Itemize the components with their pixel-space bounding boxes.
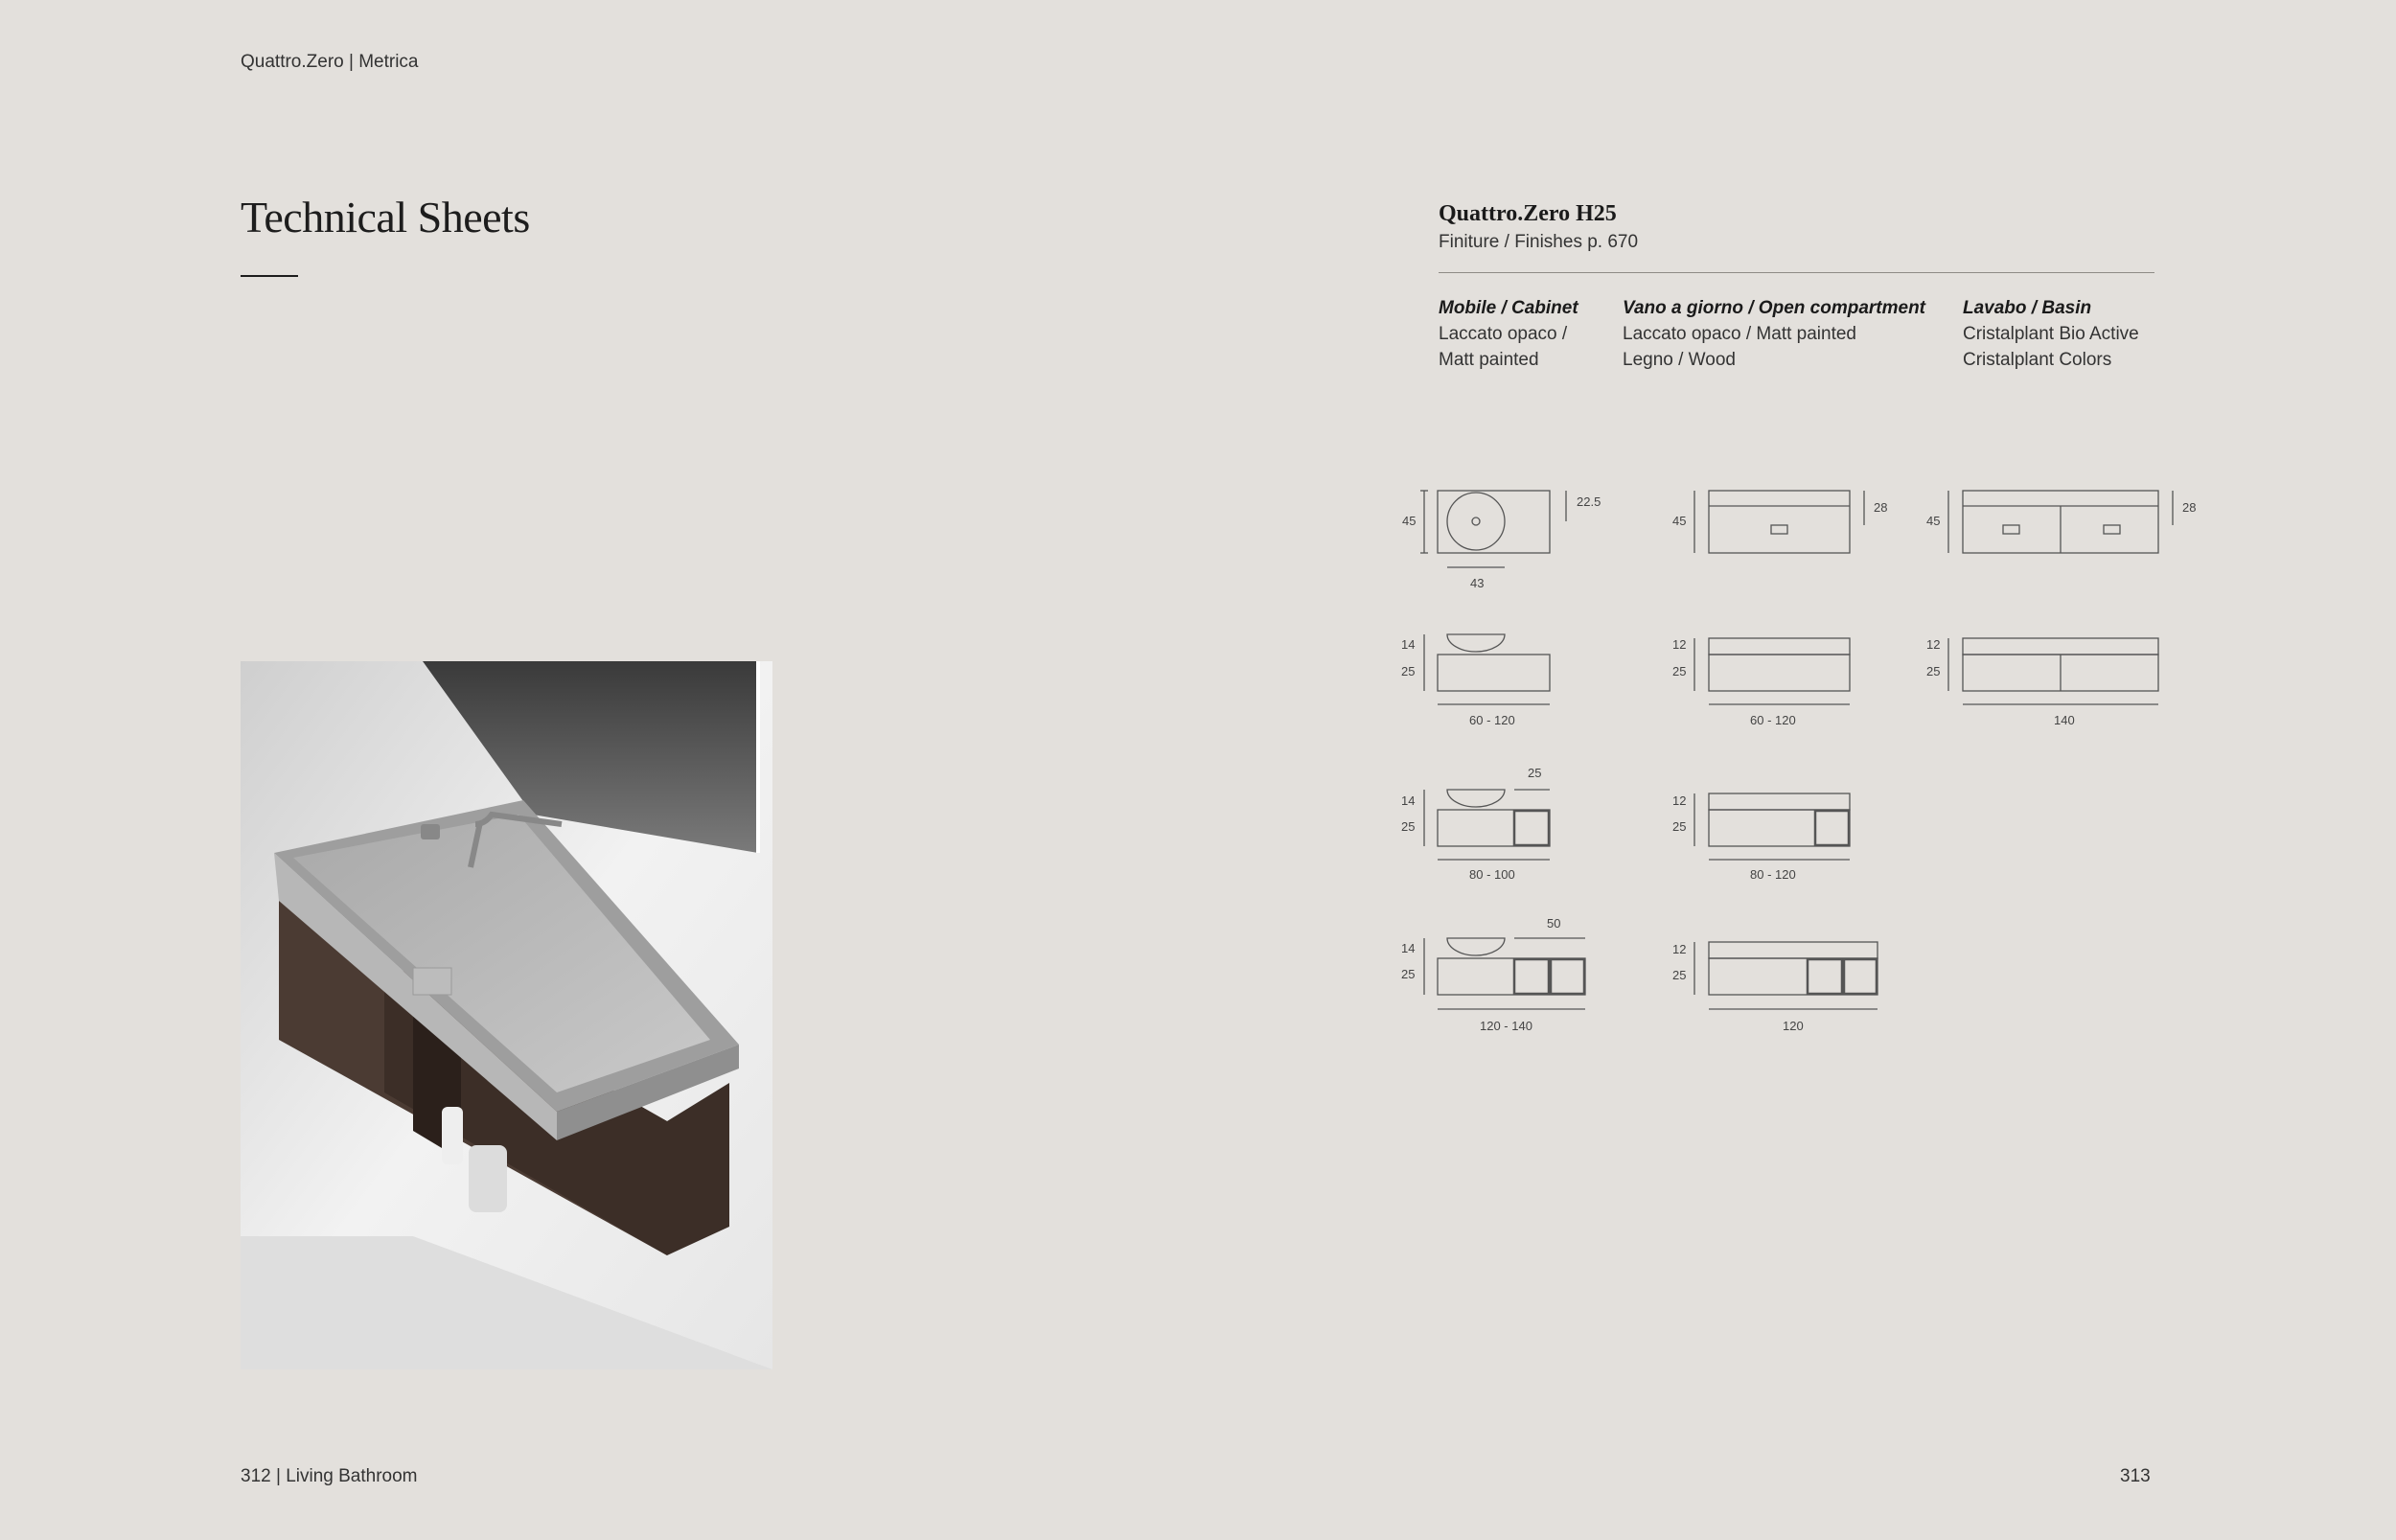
dim-label: 25	[1672, 819, 1687, 834]
dim-label: 25	[1401, 967, 1416, 981]
spec-line: Legno / Wood	[1623, 350, 1736, 370]
dim-label: 22.5	[1577, 494, 1601, 509]
dim-label: 28	[2182, 500, 2197, 515]
dim-label: 25	[1672, 968, 1687, 982]
dim-label: 25	[1401, 819, 1416, 834]
spec-heading: Mobile / Cabinet	[1439, 298, 1578, 318]
front-view-2c	[1948, 638, 2158, 704]
front-view-3b	[1694, 793, 1850, 860]
top-view-a	[1420, 491, 1566, 567]
dim-label: 25	[1672, 664, 1687, 678]
dim-label: 25	[1401, 664, 1416, 678]
finishes-reference: Finiture / Finishes p. 670	[1439, 232, 1639, 252]
dim-label: 28	[1874, 500, 1888, 515]
dim-label: 14	[1401, 793, 1416, 808]
dim-label: 140	[2054, 713, 2075, 727]
front-view-4a	[1424, 938, 1585, 1009]
spec-line: Cristalplant Colors	[1963, 350, 2112, 370]
dim-label: 80 - 120	[1750, 867, 1796, 882]
dim-label: 12	[1672, 793, 1687, 808]
dim-label: 12	[1672, 942, 1687, 956]
dim-label: 14	[1401, 637, 1416, 652]
top-view-b	[1694, 491, 1864, 553]
dim-label: 45	[1402, 514, 1417, 528]
dim-label: 25	[1926, 664, 1941, 678]
page-title: Technical Sheets	[241, 193, 530, 241]
dim-label: 12	[1672, 637, 1687, 652]
spec-line: Laccato opaco / Matt painted	[1623, 324, 1856, 344]
front-view-2a	[1424, 634, 1550, 704]
front-view-4b	[1694, 942, 1878, 1009]
dim-label: 14	[1401, 941, 1416, 955]
dim-label: 12	[1926, 637, 1941, 652]
spec-line: Matt painted	[1439, 350, 1539, 370]
dim-label: 45	[1672, 514, 1687, 528]
spec-heading: Lavabo / Basin	[1963, 298, 2092, 318]
dim-label: 50	[1547, 916, 1561, 931]
dim-label: 25	[1528, 766, 1542, 780]
footer-page-left: 312 | Living Bathroom	[241, 1466, 418, 1486]
dim-label: 120 - 140	[1480, 1019, 1532, 1033]
running-header: Quattro.Zero | Metrica	[241, 52, 419, 72]
footer-page-right: 313	[2120, 1466, 2151, 1486]
front-view-3a	[1424, 790, 1550, 860]
dim-label: 120	[1783, 1019, 1804, 1033]
product-name: Quattro.Zero H25	[1439, 201, 1617, 226]
dim-label: 60 - 120	[1469, 713, 1515, 727]
spec-heading: Vano a giorno / Open compartment	[1623, 298, 1925, 318]
dim-label: 45	[1926, 514, 1941, 528]
dim-label: 43	[1470, 576, 1485, 590]
top-view-c	[1948, 491, 2173, 553]
dim-label: 60 - 120	[1750, 713, 1796, 727]
spec-line: Laccato opaco /	[1439, 324, 1568, 344]
spec-line: Cristalplant Bio Active	[1963, 324, 2139, 344]
front-view-2b	[1694, 638, 1850, 704]
dim-label: 80 - 100	[1469, 867, 1515, 882]
